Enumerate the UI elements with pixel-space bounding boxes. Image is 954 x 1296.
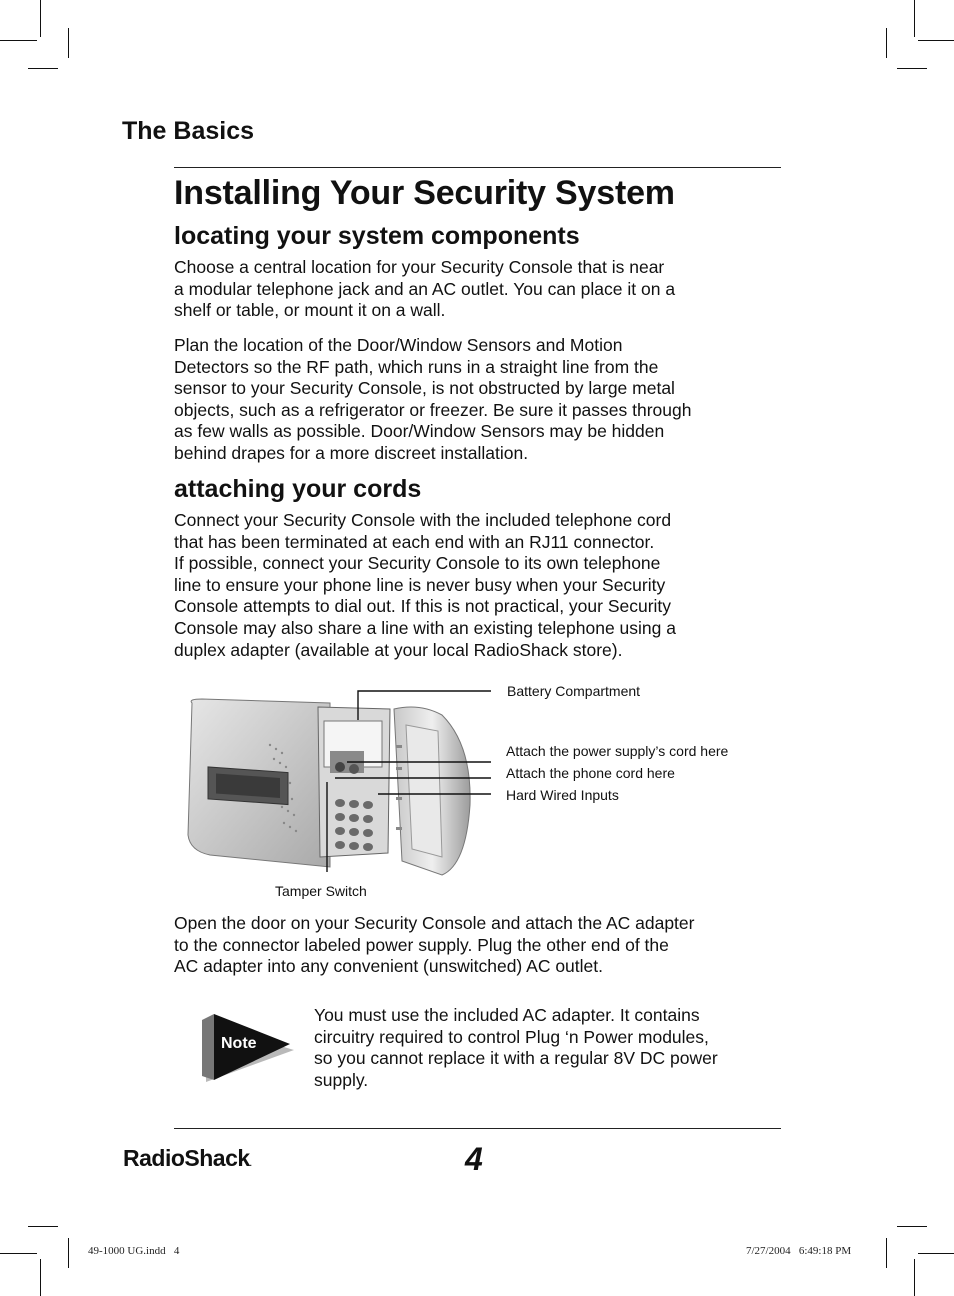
page-title: Installing Your Security System — [174, 174, 675, 212]
callout-battery-compartment: Battery Compartment — [507, 683, 641, 699]
note-label: Note — [221, 1035, 257, 1052]
note-text: You must use the included AC adapter. It contains circuitry required to control Plug ‘n Power modules, so you cannot replace it with a regular 8V DC power supply. — [314, 1005, 718, 1090]
section-heading-cords: attaching your cords — [174, 475, 422, 503]
callout-tamper-switch: Tamper Switch — [275, 883, 367, 899]
paragraph-cords: Connect your Security Console with the included telephone cord that has been terminated at each end with an RJ11 connector. If possible, connect your Security Console to its own telephone line to ensure your phone line is never busy when your Security Console attempts to dial out. If this is not practical, your Security Console may also share a line with an existing telephone using a duplex adapter (available at your local RadioShack store). — [174, 510, 676, 660]
page-number: 4 — [465, 1141, 483, 1177]
radioshack-logo: RadioShack. — [123, 1145, 252, 1171]
paragraph-ac-adapter: Open the door on your Security Console and attach the AC adapter to the connector labeled power supply. Plug the other end of the AC adapter into any convenient (unswitched) AC outlet. — [174, 913, 695, 977]
footer-rule — [174, 1128, 781, 1129]
callout-hard-wired-inputs: Hard Wired Inputs — [506, 787, 619, 803]
section-heading-locating: locating your system components — [174, 222, 580, 250]
callout-phone-cord: Attach the phone cord here — [506, 765, 675, 781]
callout-power-supply: Attach the power supply’s cord here — [506, 743, 729, 759]
print-timestamp: 7/27/2004 6:49:18 PM — [746, 1245, 852, 1257]
paragraph-location: Choose a central location for your Security Console that is near a modular telephone jack and an AC outlet. You can place it on a shelf or table, or mount it on a wall. — [174, 257, 676, 321]
section-label: The Basics — [122, 117, 255, 145]
file-slug: 49-1000 UG.indd 4 — [88, 1245, 180, 1257]
paragraph-sensors: Plan the location of the Door/Window Sensors and Motion Detectors so the RF path, which runs in a straight line from the sensor to your Security Console, is not obstructed by large metal objects, such as a refrigerator or freezer. Be sure it passes through as few walls as possible. Door/Window Sensors may be hidden behind drapes for a more discreet installation. — [174, 335, 692, 463]
